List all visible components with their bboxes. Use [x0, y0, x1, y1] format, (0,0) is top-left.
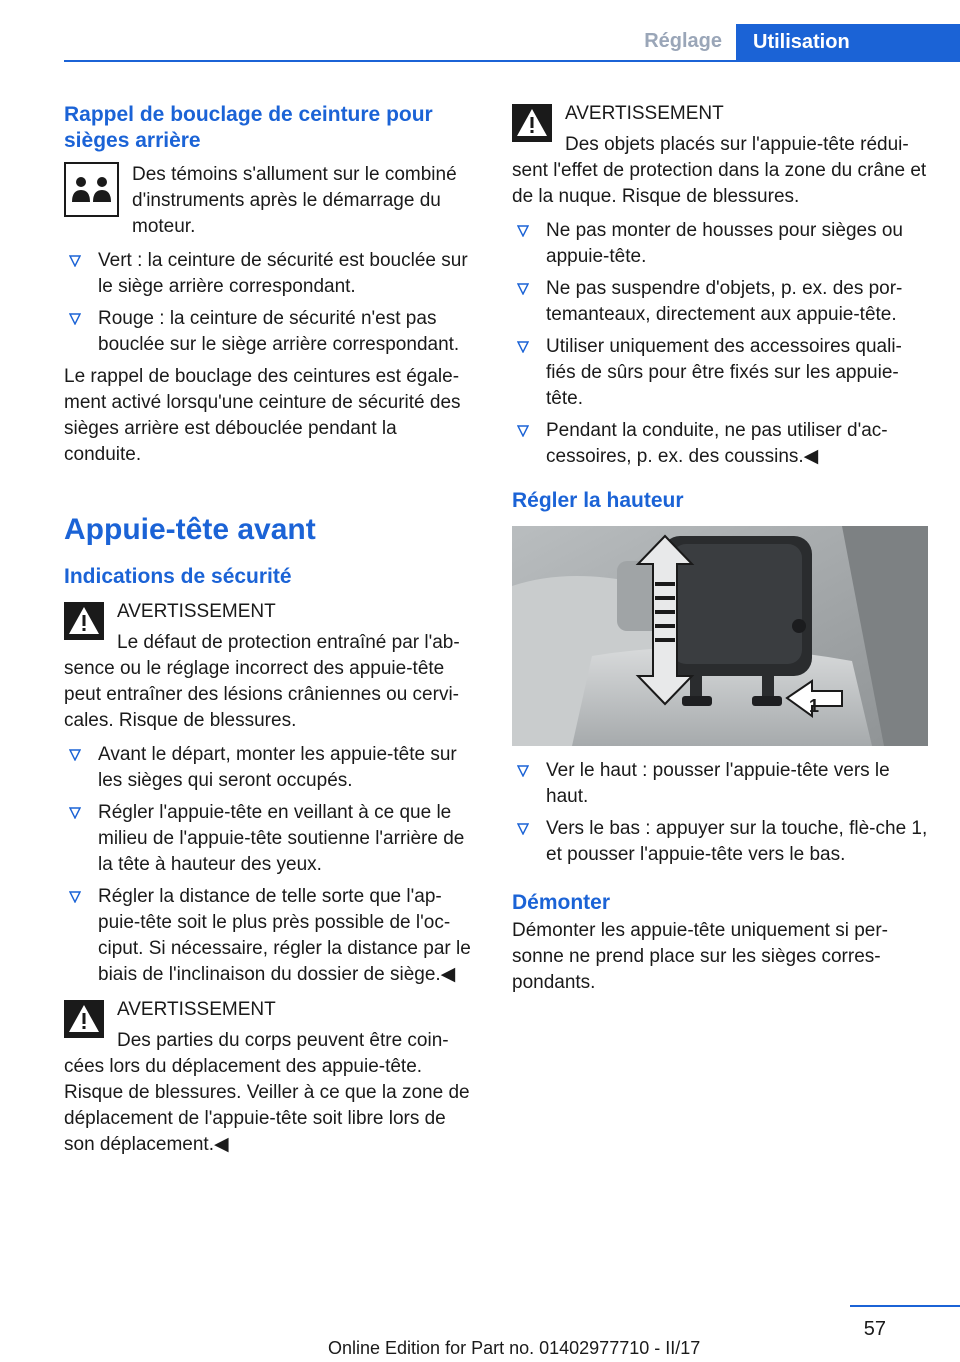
- warning-text: cées lors du déplacement des appuie-tête. Risque de blessures. Veiller à ce que la zone de déplacement de l'appuie-tête soit libre lors de son déplacement.◀: [64, 1056, 470, 1155]
- list-item: [64, 800, 478, 878]
- list-item: [512, 816, 928, 868]
- edition-footer: Online Edition for Part no. 01402977710 - II/17: [328, 1338, 701, 1358]
- warning-block-2: [64, 998, 478, 1158]
- warning-label: AVERTISSEMENT: [117, 601, 276, 622]
- warning-triangle-icon: [64, 1000, 104, 1038]
- warning-label: AVERTISSEMENT: [565, 103, 724, 124]
- bullet-text: Pendant la conduite, ne pas utiliser d'ac‐cessoires, p. ex. des coussins.◀: [546, 420, 888, 467]
- warning-label: AVERTISSEMENT: [117, 999, 276, 1020]
- left-column: [64, 102, 478, 1158]
- warning-text-first-line: Des parties du corps peuvent être coin‐: [117, 1030, 449, 1051]
- list-item: [64, 248, 478, 300]
- indicator-description: Des témoins s'allument sur le combiné d'instruments après le démarrage du moteur.: [132, 164, 457, 237]
- triangle-bullet-icon: [69, 313, 81, 325]
- section-title-regler-hauteur: Régler la hauteur: [512, 489, 684, 512]
- demonter-paragraph: Démonter les appuie-tête uniquement si per‐sonne ne prend place sur les sièges corres‐pondants.: [512, 920, 888, 993]
- height-adjust-bullets: [512, 758, 928, 868]
- bullet-text: Ver le haut : pousser l'appuie-tête vers le haut.: [546, 760, 890, 807]
- right-column: [512, 102, 928, 996]
- headrest-object-bullets: [512, 218, 928, 470]
- rappel-paragraph: Le rappel de bouclage des ceintures est égale‐ment activé lorsqu'une ceinture de sécurité des sièges arrière est débouclée pendant la conduite.: [64, 366, 461, 465]
- triangle-bullet-icon: [69, 891, 81, 903]
- section-title-rappel: Rappel de bouclage de ceinture pour sièges arrière: [64, 103, 433, 152]
- triangle-bullet-icon: [517, 425, 529, 437]
- triangle-bullet-icon: [517, 823, 529, 835]
- triangle-bullet-icon: [517, 341, 529, 353]
- section-title-demonter: Démonter: [512, 891, 611, 914]
- seatbelt-indicator-row: [64, 162, 478, 240]
- triangle-bullet-icon: [517, 283, 529, 295]
- warning-triangle-icon: [64, 602, 104, 640]
- warning-triangle-icon: [512, 104, 552, 142]
- warning-text: sence ou le réglage incorrect des appuie-tête peut entraîner des lésions crâniennes ou cervi‐cales. Risque de blessures.: [64, 658, 460, 731]
- bullet-text: Ne pas suspendre d'objets, p. ex. des por‐temanteaux, directement aux appuie-tête.: [546, 278, 903, 325]
- list-item: [512, 218, 928, 270]
- seatbelt-bullets: [64, 248, 478, 358]
- bullet-text: Vers le bas : appuyer sur la touche, flè‐che 1, et pousser l'appuie-tête vers le bas.: [546, 818, 928, 865]
- warning-block-1: [64, 600, 478, 734]
- list-item: [512, 276, 928, 328]
- list-item: [64, 742, 478, 794]
- triangle-bullet-icon: [69, 807, 81, 819]
- subsection-title-securite: Indications de sécurité: [64, 565, 292, 588]
- footer-rule: [850, 1305, 960, 1307]
- list-item: [512, 758, 928, 810]
- header-rule: [64, 60, 960, 62]
- bullet-text: Ne pas monter de housses pour sièges ou appuie-tête.: [546, 220, 903, 267]
- page-number: 57: [863, 1318, 886, 1340]
- bullet-text: Vert : la ceinture de sécurité est bouclée sur le siège arrière correspondant.: [98, 250, 468, 297]
- headrest-safety-bullets: [64, 742, 478, 988]
- list-item: [512, 334, 928, 412]
- bullet-text: Utiliser uniquement des accessoires quali‐fiés de sûrs pour être fixés sur les appuie-tête.: [546, 336, 902, 409]
- rear-seat-occupants-icon: [64, 162, 119, 217]
- list-item: [64, 884, 478, 988]
- warning-text: sent l'effet de protection dans la zone du crâne et de la nuque. Risque de blessures.: [512, 160, 927, 207]
- bullet-text: Régler la distance de telle sorte que l'ap‐puie-tête soit le plus près possible de l'oc‐ciput. Si nécessaire, régler la distance par le biais de l'inclinaison du dossier de siège.◀: [98, 886, 471, 985]
- triangle-bullet-icon: [69, 749, 81, 761]
- callout-label-1: 1: [809, 696, 820, 716]
- warning-text-first-line: Des objets placés sur l'appuie-tête rédui‐: [565, 134, 909, 155]
- bullet-text: Avant le départ, monter les appuie-tête sur les sièges qui seront occupés.: [98, 744, 457, 791]
- warning-text-first-line: Le défaut de protection entraîné par l'ab‐: [117, 632, 460, 653]
- list-item: [512, 418, 928, 470]
- section-title-appuie-tete: Appuie-tête avant: [64, 513, 316, 546]
- header-tab: Utilisation: [736, 24, 960, 62]
- triangle-bullet-icon: [517, 765, 529, 777]
- triangle-bullet-icon: [517, 225, 529, 237]
- list-item: [64, 306, 478, 358]
- bullet-text: Régler l'appuie-tête en veillant à ce que le milieu de l'appuie-tête soutienne l'arrière de la tête à hauteur des yeux.: [98, 802, 465, 875]
- bullet-text: Rouge : la ceinture de sécurité n'est pas bouclée sur le siège arrière correspondant.: [98, 308, 460, 355]
- header-section-label: Réglage: [644, 30, 722, 52]
- headrest-height-figure: [512, 526, 928, 746]
- warning-block-3: [512, 102, 928, 210]
- triangle-bullet-icon: [69, 255, 81, 267]
